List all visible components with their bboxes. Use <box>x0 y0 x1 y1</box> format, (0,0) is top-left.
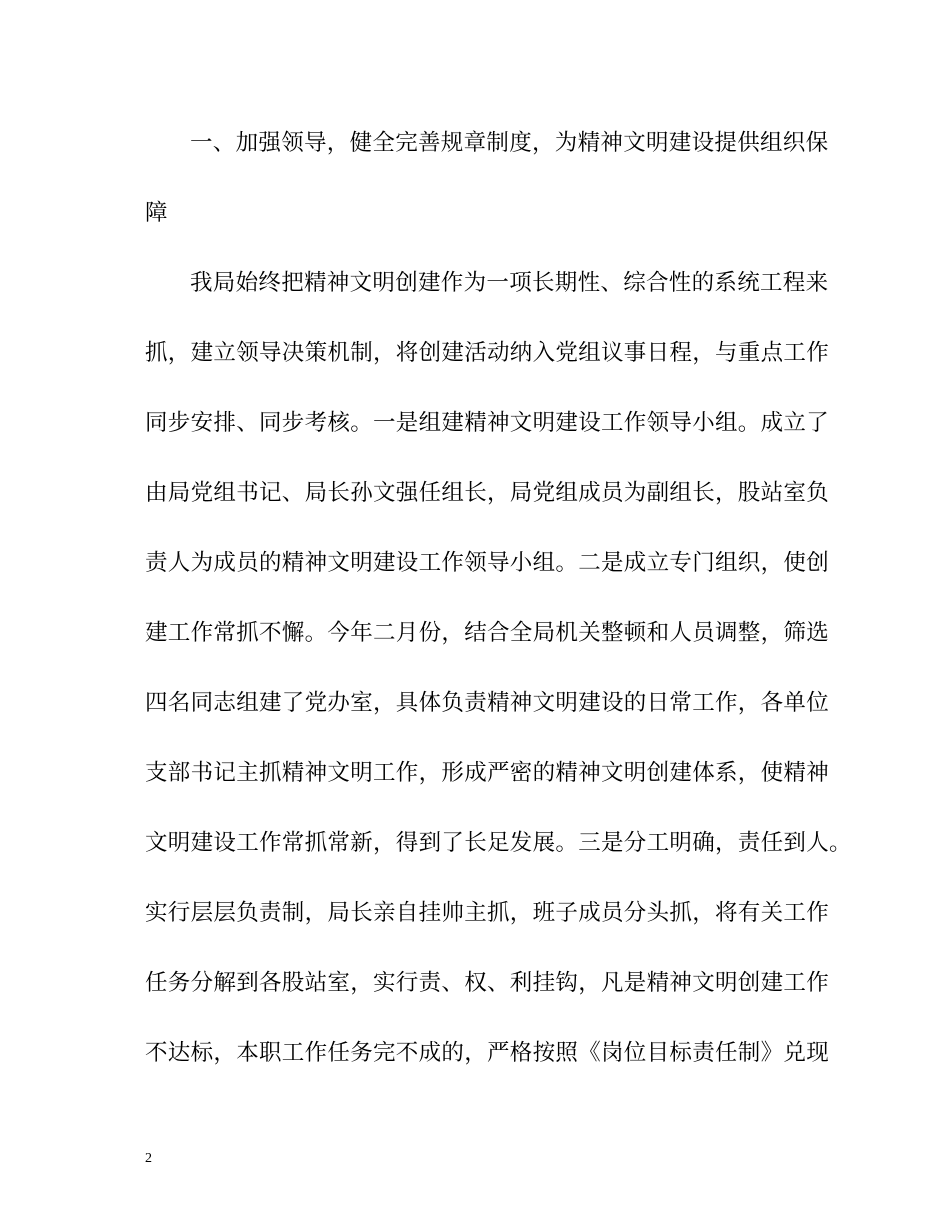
paragraph-line-7: 四名同志组建了党办室，具体负责精神文明建设的日常工作，各单位 <box>145 690 830 716</box>
paragraph-line-9: 文明建设工作常抓常新，得到了长足发展。三是分工明确，责任到人。 <box>145 830 852 856</box>
paragraph-line-8: 支部书记主抓精神文明工作，形成严密的精神文明创建体系，使精神 <box>145 760 830 786</box>
heading-line-1: 一、加强领导，健全完善规章制度，为精神文明建设提供组织保 <box>190 130 829 156</box>
paragraph-line-5: 责人为成员的精神文明建设工作领导小组。二是成立专门组织，使创 <box>145 550 830 576</box>
paragraph-line-3: 同步安排、同步考核。一是组建精神文明建设工作领导小组。成立了 <box>145 410 830 436</box>
paragraph-line-2: 抓，建立领导决策机制，将创建活动纳入党组议事日程，与重点工作 <box>145 340 830 366</box>
paragraph-line-6: 建工作常抓不懈。今年二月份，结合全局机关整顿和人员调整，筛选 <box>145 620 830 646</box>
paragraph-line-10: 实行层层负责制，局长亲自挂帅主抓，班子成员分头抓，将有关工作 <box>145 900 830 926</box>
paragraph-line-11: 任务分解到各股站室，实行责、权、利挂钩，凡是精神文明创建工作 <box>145 970 830 996</box>
paragraph-line-4: 由局党组书记、局长孙文强任组长，局党组成员为副组长，股站室负 <box>145 480 830 506</box>
page-number: 2 <box>145 1151 152 1166</box>
paragraph-line-12: 不达标，本职工作任务完不成的，严格按照《岗位目标责任制》兑现 <box>145 1040 830 1066</box>
heading-line-2: 障 <box>145 200 168 226</box>
paragraph-line-1: 我局始终把精神文明创建作为一项长期性、综合性的系统工程来 <box>190 270 829 296</box>
